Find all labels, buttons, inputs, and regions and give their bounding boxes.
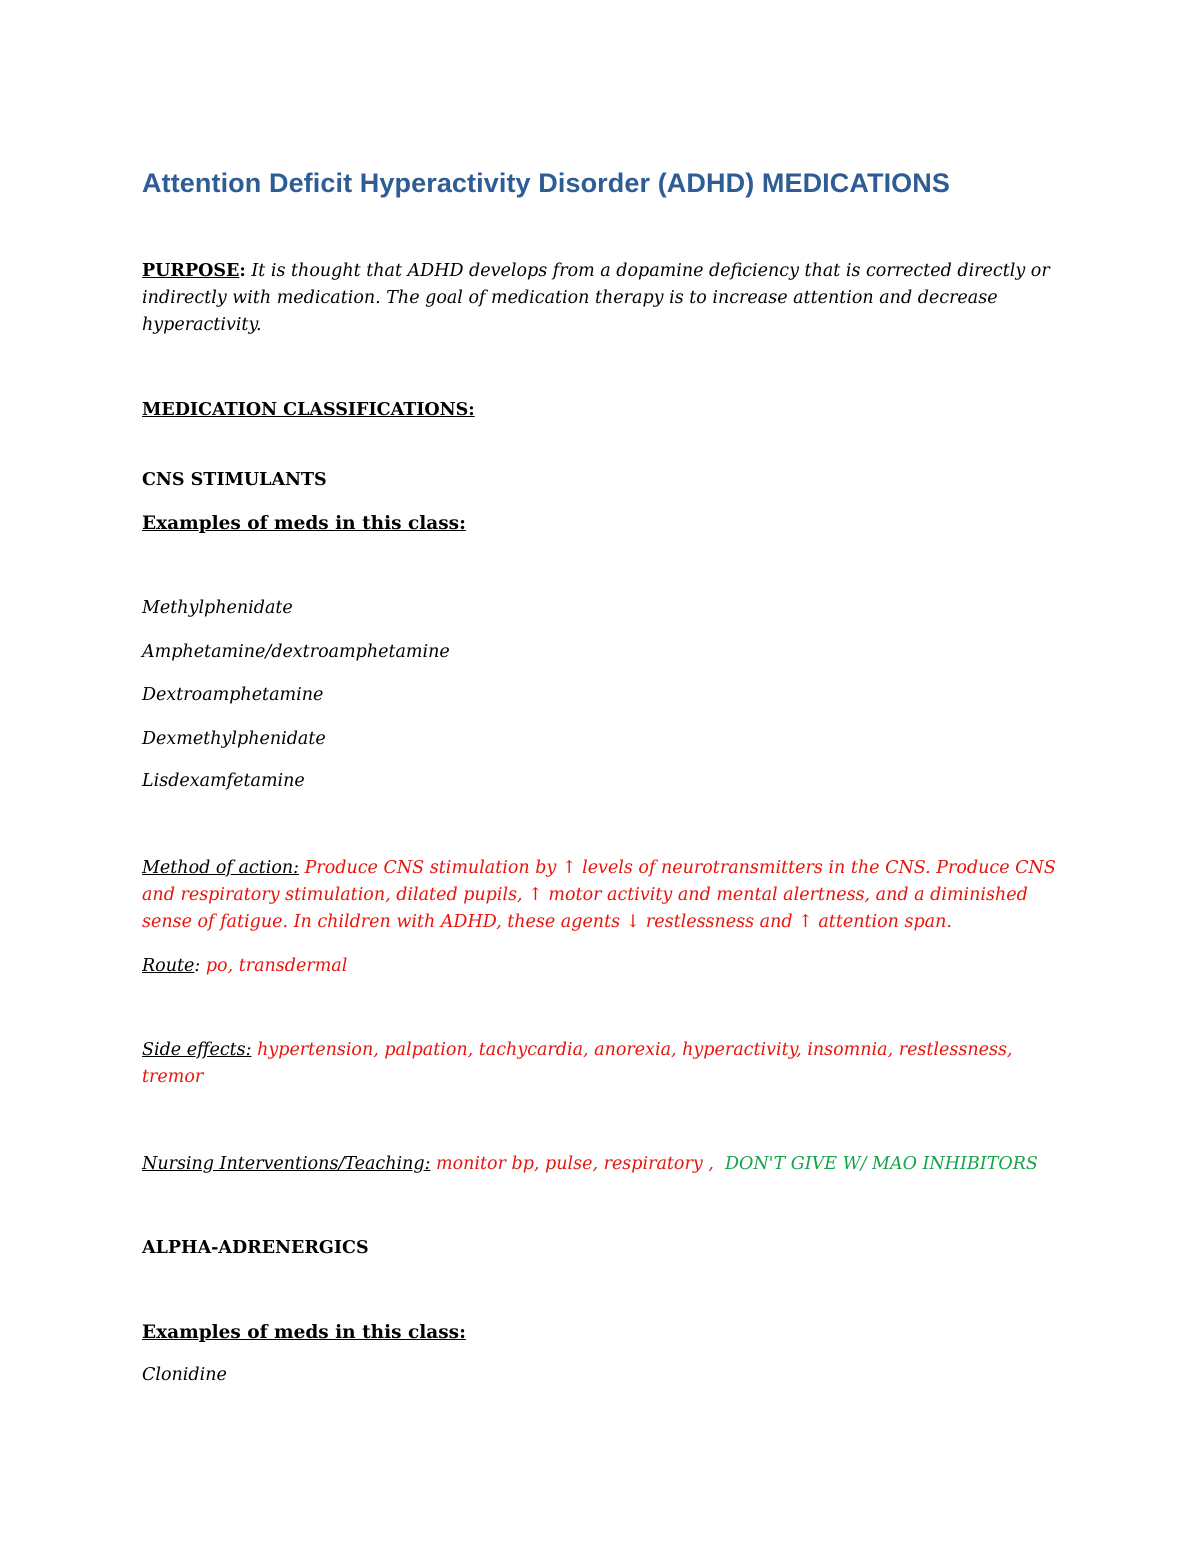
method-of-action-label: Method of action: (142, 858, 300, 878)
side-effects-text: hypertension, palpation, tachycardia, anorexia, hyperactivity, insomnia, restlessness, tremor (142, 1040, 1013, 1087)
cns-examples-label: Examples of meds in this class: (142, 513, 466, 534)
method-of-action-text: Produce CNS stimulation by ↑ levels of neurotransmitters in the CNS. Produce CNS and respiratory stimulation, dilated pupils, ↑ motor activity and mental alertness, and a diminished sense of fatigue. In children with ADHD, these agents ↓ restlessness and ↑ attention span. (142, 858, 1056, 932)
alpha-examples-label: Examples of meds in this class: (142, 1322, 466, 1343)
classifications-heading: MEDICATION CLASSIFICATIONS: (142, 400, 475, 420)
nursing-paragraph (142, 1151, 1062, 1178)
purpose-colon: : (239, 261, 246, 281)
method-of-action-paragraph (142, 855, 1062, 936)
side-effects-paragraph (142, 1037, 1062, 1091)
route-label: Route (142, 956, 195, 976)
page-title: Attention Deficit Hyperactivity Disorder (ADHD) MEDICATIONS (142, 168, 950, 198)
med-list-item: Lisdexamfetamine (142, 771, 305, 791)
route-text: po, transdermal (200, 956, 348, 976)
med-list-item: Dexmethylphenidate (142, 729, 326, 749)
alpha-adrenergics-heading: ALPHA-ADRENERGICS (142, 1238, 369, 1258)
med-list-item: Amphetamine/dextroamphetamine (142, 642, 450, 662)
side-effects-label: Side effects: (142, 1040, 252, 1060)
nursing-label: Nursing Interventions/Teaching: (142, 1154, 431, 1174)
route-paragraph (142, 953, 1062, 980)
route-colon: : (194, 956, 201, 976)
med-list-item: Clonidine (142, 1365, 227, 1385)
purpose-label: PURPOSE (142, 261, 240, 281)
med-list-item: Methylphenidate (142, 598, 293, 618)
purpose-text: It is thought that ADHD develops from a dopamine deficiency that is corrected directly or indirectly with medication. The goal of medication therapy is to increase attention and decrease hyperactivity. (142, 261, 1050, 335)
nursing-text: monitor bp, pulse, respiratory , (430, 1154, 714, 1174)
med-list-item: Dextroamphetamine (142, 685, 324, 705)
purpose-paragraph (142, 258, 1062, 339)
cns-stimulants-heading: CNS STIMULANTS (142, 470, 327, 490)
mao-warning: DON'T GIVE W/ MAO INHIBITORS (724, 1154, 1038, 1174)
